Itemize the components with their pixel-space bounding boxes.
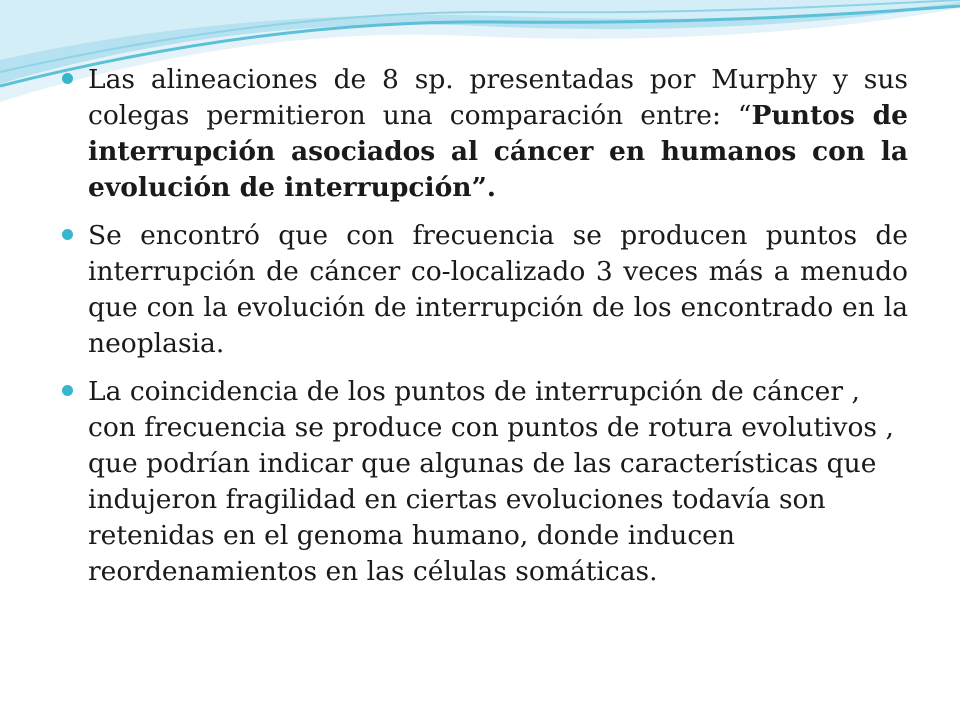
bullet-text-end: ”. bbox=[471, 172, 497, 203]
slide-body bbox=[62, 62, 908, 590]
bullet-text-intro: Las alineaciones de 8 sp. presentadas por Murphy y sus colegas permitieron una comparación entre: “ bbox=[88, 64, 908, 131]
bullet-item bbox=[62, 218, 908, 362]
bullet-text: Se encontró que con frecuencia se producen puntos de interrupción de cáncer co-localizado 3 veces más a menudo que con la evolución de interrupción de los encontrado en la neoplasia. bbox=[88, 220, 908, 359]
bullet-item bbox=[62, 374, 908, 590]
bullet-dot-icon bbox=[62, 385, 73, 396]
bullet-text: La coincidencia de los puntos de interrupción de cáncer , con frecuencia se produce con puntos de rotura evolutivos , que podrían indicar que algunas de las características que indujeron fragilidad en ciertas evoluciones todavía son retenidas en el genoma humano, donde inducen reordenamientos en las células somáticas. bbox=[88, 376, 894, 587]
bullet-dot-icon bbox=[62, 73, 73, 84]
bullet-text-bold: Puntos de interrupción asociados al cáncer en humanos con la evolución de interrupción bbox=[88, 100, 908, 203]
bullet-dot-icon bbox=[62, 229, 73, 240]
bullet-item bbox=[62, 62, 908, 206]
bullet-text bbox=[88, 64, 908, 203]
